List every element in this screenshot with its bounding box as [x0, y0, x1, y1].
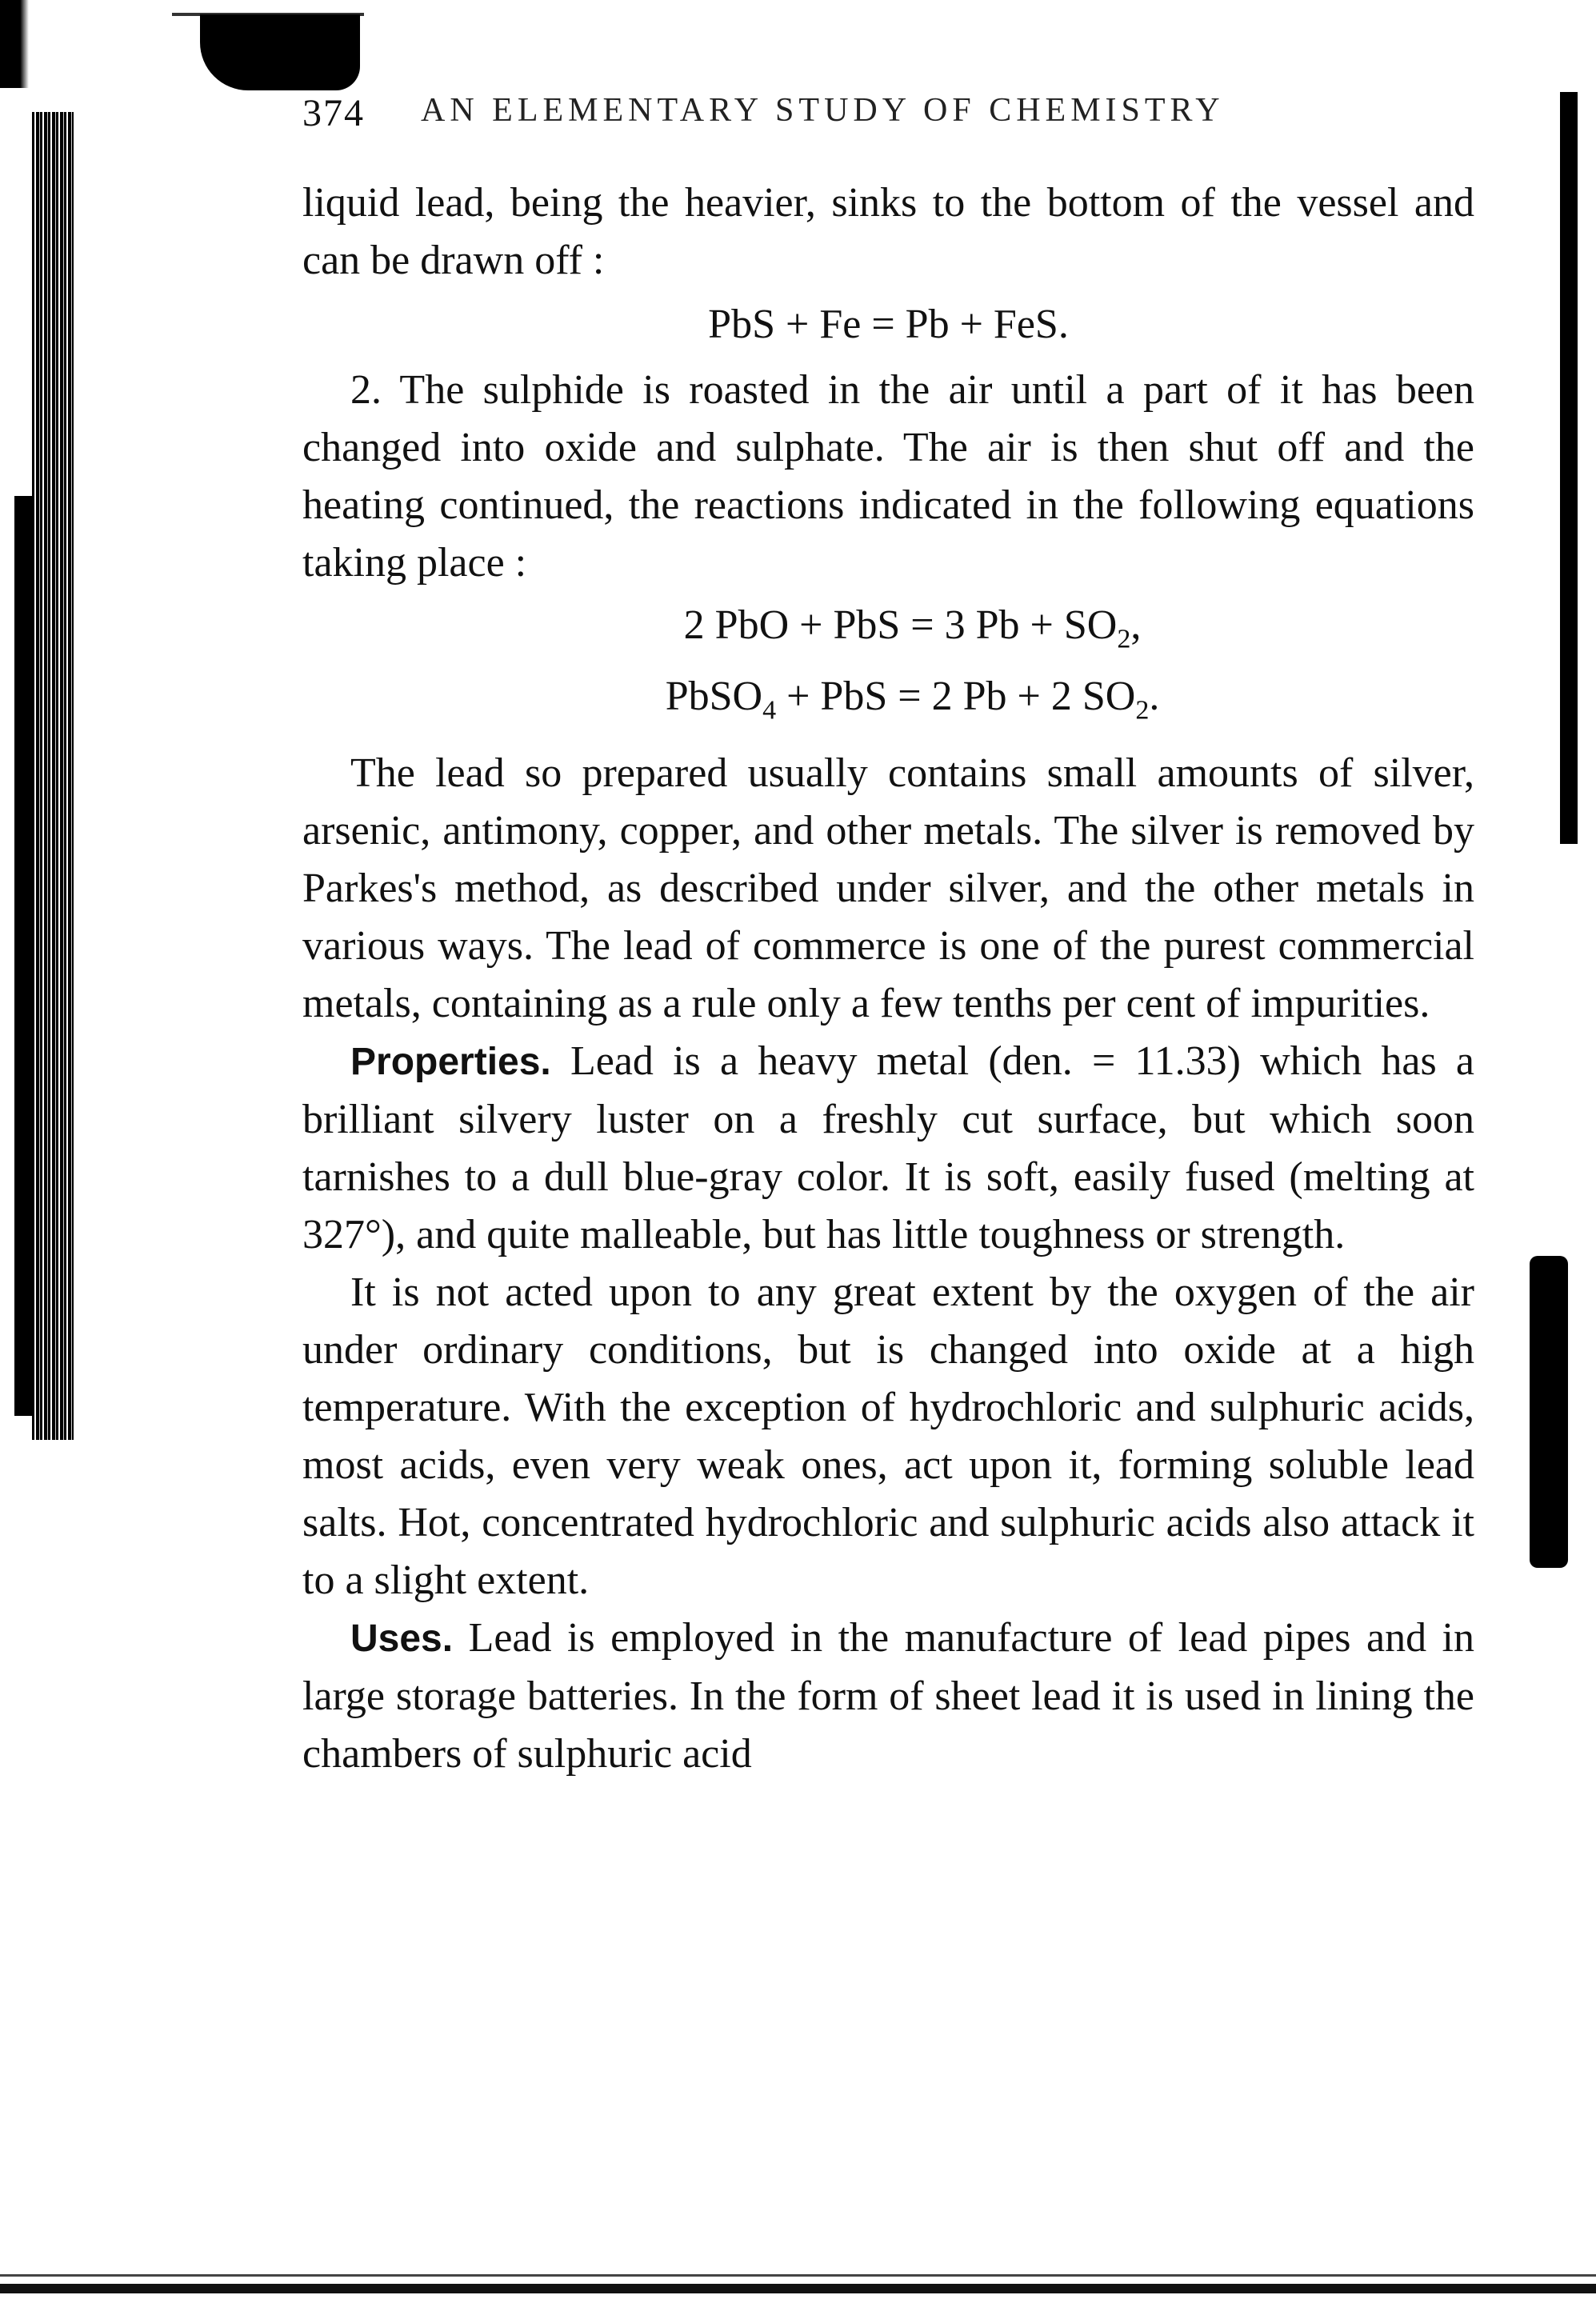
subscript: 4: [762, 695, 777, 726]
section-lead: Uses.: [350, 1617, 454, 1660]
paragraph: [302, 1033, 1474, 1264]
paragraph-text: Lead is a heavy metal (den. = 11.33) which has a brilliant silvery luster on a freshly cut surface, but which soon tarnishes to a dull blue-gray color. It is soft, easily fused (melting at 327°), and quite malleable, but has little toughness or strength.: [302, 1038, 1474, 1257]
paragraph: 2. The sulphide is roasted in the air until a part of it has been changed into oxide and sulphate. The air is then shut off and the heating continued, the reactions indicated in the following equations taking place :: [302, 367, 1474, 586]
scan-edge-artifact: [0, 2274, 1596, 2277]
scan-edge-artifact: [0, 2284, 1596, 2293]
paragraph: [302, 1609, 1474, 1783]
equation: [302, 668, 1474, 739]
equation-text: .: [1149, 674, 1160, 720]
equation: PbS + Fe = Pb + FeS.: [708, 302, 1069, 347]
subscript: 2: [1117, 624, 1131, 654]
paragraph-text: Lead is employed in the manufacture of lead pipes and in large storage batteries. In the form of sheet lead it is used in lining the chambers of sulphuric acid: [302, 1614, 1474, 1777]
scan-edge-artifact: [0, 0, 29, 88]
equation: [302, 597, 1474, 668]
scan-edge-artifact: [1530, 1256, 1568, 1568]
page-header: [302, 80, 1474, 152]
scan-edge-artifact: [200, 14, 360, 90]
scan-edge-artifact: [1560, 92, 1578, 844]
equation-text: 2 PbO + PbS = 3 Pb + SO: [683, 602, 1118, 648]
page-number: 374: [302, 92, 365, 134]
equation-text: ,: [1130, 602, 1142, 648]
equation-block: [302, 597, 1474, 740]
running-head: AN ELEMENTARY STUDY OF CHEMISTRY: [421, 92, 1225, 129]
paragraph: The lead so prepared usually contains small amounts of silver, arsenic, antimony, copper, and other metals. The silver is removed by Parkes's method, as described under silver, and the other metals in various ways. The lead of commerce is one of the purest commercial metals, containing as a rule only a few tenths per cent of impurities.: [302, 750, 1474, 1026]
paragraph: liquid lead, being the heavier, sinks to the bottom of the vessel and can be drawn off :: [302, 180, 1474, 283]
scan-edge-artifact: [32, 112, 74, 1440]
equation-text: PbSO: [665, 674, 763, 720]
subscript: 2: [1135, 695, 1150, 726]
page-body: [302, 174, 1474, 1783]
section-lead: Properties.: [350, 1040, 551, 1083]
paragraph: It is not acted upon to any great extent by the oxygen of the air under ordinary conditions, but is changed into oxide at a high temperature. With the exception of hydrochloric and sulphuric acids, most acids, even very weak ones, act upon it, forming soluble lead salts. Hot, concentrated hydrochloric and sulphuric acids also attack it to a slight extent.: [302, 1269, 1474, 1603]
equation-text: + PbS = 2 Pb + 2 SO: [776, 674, 1136, 720]
book-page: [302, 80, 1474, 1783]
